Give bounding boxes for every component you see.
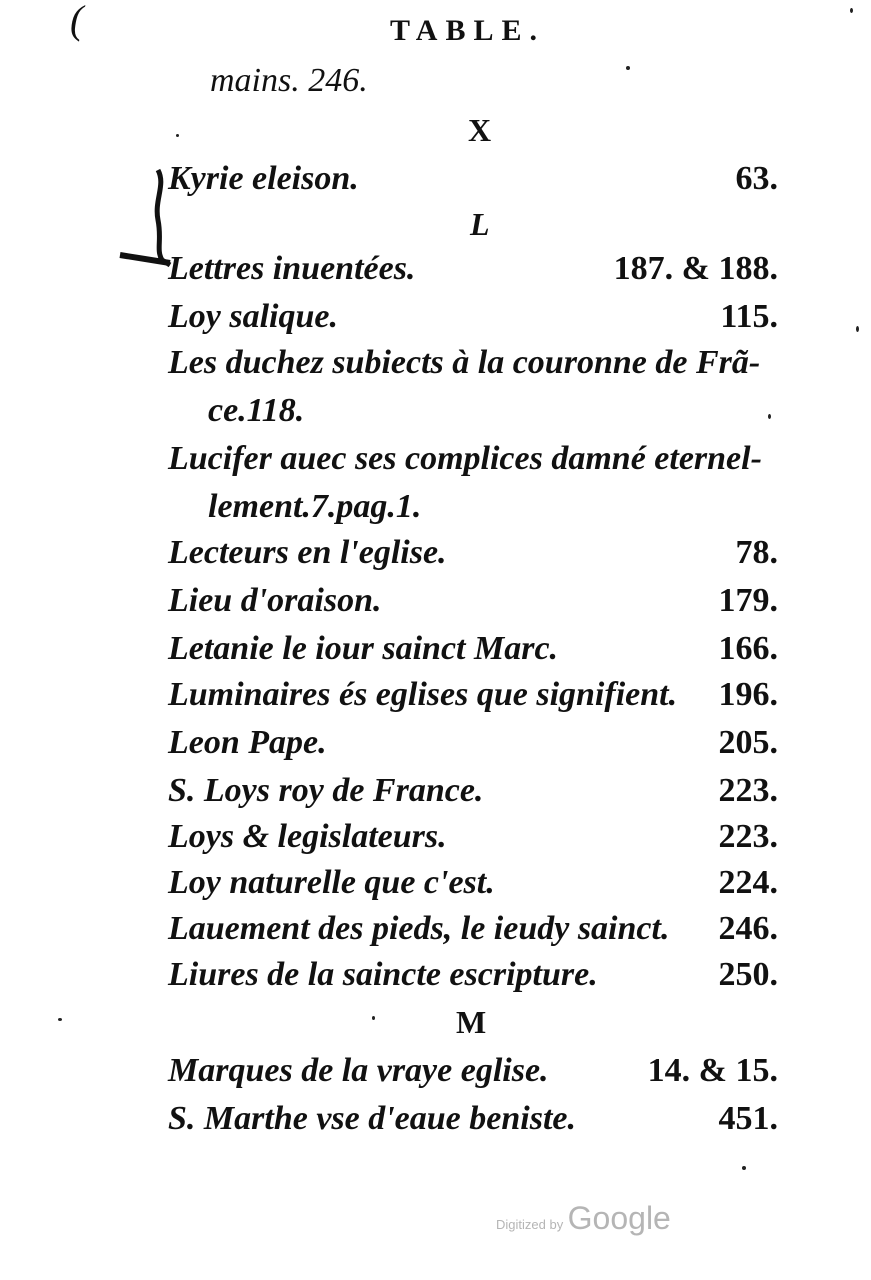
scan-speck [856,326,859,332]
index-entry-duchez [168,344,778,390]
entry-page: 14. & 15. [647,1052,778,1089]
entry-term: Loys & legislateurs. [168,818,447,855]
index-entry-lettres [168,250,778,296]
entry-continuation-duchez: ce.118. [208,392,305,429]
entry-term: S. Marthe vse d'eaue beniste. [168,1100,576,1137]
entry-term: Lieu d'oraison. [168,582,382,619]
index-entry-letanie [168,630,778,676]
index-entry-liures [168,956,778,1002]
digitized-by-google-watermark [496,1200,671,1237]
entry-page: 78. [735,534,778,571]
entry-term: Luminaires és eglises que signifient. [168,676,678,713]
scan-speck [176,134,179,137]
index-entry-loy-naturelle [168,864,778,910]
index-entry-loy-salique [168,298,778,344]
entry-continuation-lucifer: lement.7.pag.1. [208,488,422,525]
section-letter-l: L [470,206,490,242]
entry-term: Les duchez subiects à la couronne de Frã- [168,344,761,381]
entry-page: 179. [718,582,778,619]
page-header-title: TABLE. [390,14,545,47]
index-entry-luminaires [168,676,778,722]
entry-page: 246. [718,910,778,947]
entry-page: 223. [718,818,778,855]
entry-page: 196. [718,676,778,713]
entry-term: S. Loys roy de France. [168,772,484,809]
index-entry-lecteurs [168,534,778,580]
index-entry-lucifer [168,440,778,486]
corner-mark: ( [70,0,84,42]
scan-speck [372,1016,375,1020]
entry-term: Liures de la saincte escripture. [168,956,598,993]
entry-page: 63. [735,160,778,197]
entry-term: Loy salique. [168,298,338,335]
entry-term: Lecteurs en l'eglise. [168,534,447,571]
scan-speck [58,1018,62,1021]
scan-speck [626,66,630,70]
index-entry-marthe [168,1100,778,1146]
scan-speck [768,414,771,419]
entry-page: 187. & 188. [613,250,778,287]
entry-page: 205. [718,724,778,761]
index-entry-loys-legislateurs [168,818,778,864]
scan-speck [742,1166,746,1170]
entry-term: Kyrie eleison. [168,160,359,197]
continuation-line: mains. 246. [210,62,368,99]
entry-term: Loy naturelle que c'est. [168,864,495,901]
entry-term: Leon Pape. [168,724,327,761]
index-entry-kyrie [168,160,778,206]
entry-term: Letanie le iour sainct Marc. [168,630,559,667]
entry-page: 115. [720,298,778,335]
digitized-label: Digitized by [496,1217,564,1232]
index-entry-lauement [168,910,778,956]
entry-term: Marques de la vraye eglise. [168,1052,549,1089]
entry-page: 224. [718,864,778,901]
index-entry-leon [168,724,778,770]
section-letter-m: M [456,1004,487,1040]
entry-page: 223. [718,772,778,809]
entry-term: Lauement des pieds, le ieudy sainct. [168,910,670,947]
entry-page: 166. [718,630,778,667]
entry-page: 451. [718,1100,778,1137]
index-entry-marques [168,1052,778,1098]
entry-term: Lucifer auec ses complices damné eternel- [168,440,762,477]
entry-term: Lettres inuentées. [168,250,416,287]
section-letter-x: X [468,112,492,148]
google-logo-text: Google [567,1200,671,1236]
index-entry-loys-roy [168,772,778,818]
scan-speck [850,8,853,13]
entry-page: 250. [718,956,778,993]
index-entry-lieu [168,582,778,628]
